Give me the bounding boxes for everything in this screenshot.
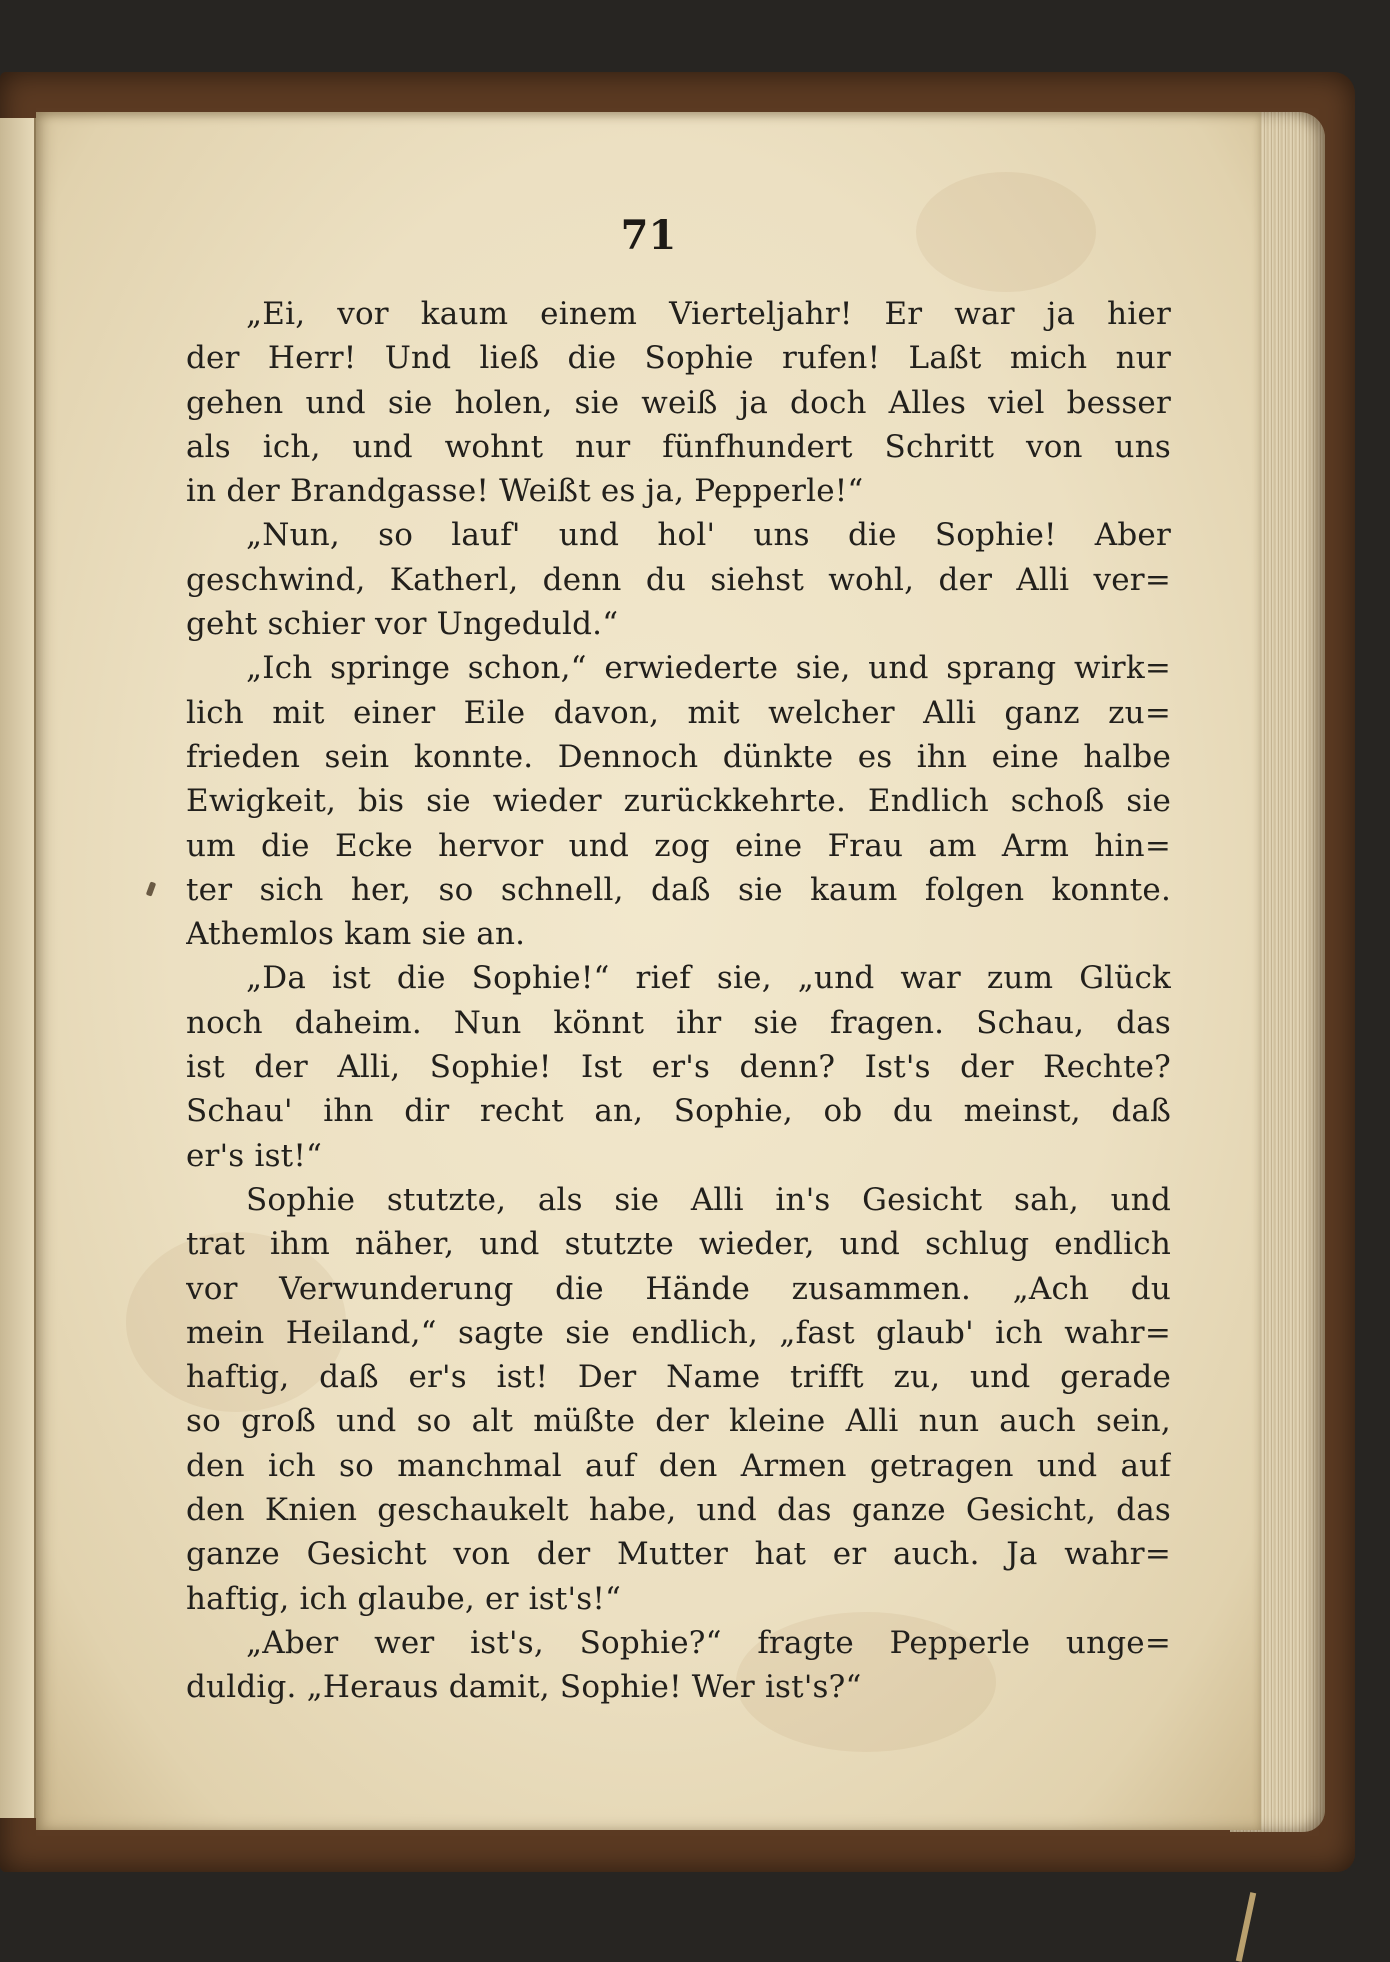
bookmark-thread [1236,1892,1256,1962]
text-line: den Knien geschaukelt habe, und das ganze Gesicht, das [186,1492,1171,1529]
page-text [186,292,1171,1710]
text-line: „Ich springe schon,“ erwiederte sie, und sprang wirk= [246,650,1171,687]
text-line: „Aber wer ist's, Sophie?“ fragte Pepperle unge= [246,1624,1171,1661]
text-line: ter sich her, so schnell, daß sie kaum folgen konnte. [186,871,1171,908]
text-line: in der Brandgasse! Weißt es ja, Pepperle!“ [186,473,864,510]
text-line: vor Verwunderung die Hände zusammen. „Ach du [186,1270,1171,1307]
page-number: 71 [620,212,677,259]
text-line: duldig. „Heraus damit, Sophie! Wer ist's?“ [186,1669,862,1706]
text-line: ganze Gesicht von der Mutter hat er auch. Ja wahr= [186,1536,1171,1573]
text-line: er's ist!“ [186,1137,323,1174]
text-line: Schau' ihn dir recht an, Sophie, ob du meinst, daß [186,1093,1171,1130]
text-line: noch daheim. Nun könnt ihr sie fragen. Schau, das [186,1004,1171,1041]
text-line: Sophie stutzte, als sie Alli in's Gesicht sah, und [246,1181,1171,1218]
text-line: trat ihm näher, und stutzte wieder, und schlug endlich [186,1226,1171,1263]
text-line: „Da ist die Sophie!“ rief sie, „und war zum Glück [246,960,1171,997]
text-line: ist der Alli, Sophie! Ist er's denn? Ist's der Rechte? [186,1049,1171,1086]
margin-mark [146,881,156,896]
text-line: haftig, ich glaube, er ist's!“ [186,1580,622,1617]
text-line: den ich so manchmal auf den Armen getragen und auf [186,1447,1171,1484]
text-line: gehen und sie holen, sie weiß ja doch Alles viel besser [186,384,1171,421]
text-line: der Herr! Und ließ die Sophie rufen! Laßt mich nur [186,340,1171,377]
text-line: Ewigkeit, bis sie wieder zurückkehrte. Endlich schoß sie [186,783,1171,820]
text-line: um die Ecke hervor und zog eine Frau am Arm hin= [186,827,1171,864]
text-line: geht schier vor Ungeduld.“ [186,606,619,643]
text-line: „Ei, vor kaum einem Vierteljahr! Er war ja hier [246,296,1171,332]
text-line: lich mit einer Eile davon, mit welcher Alli ganz zu= [186,694,1171,731]
text-line: „Nun, so lauf' und hol' uns die Sophie! Aber [246,517,1171,554]
book-page [36,112,1261,1830]
text-line: frieden sein konnte. Dennoch dünkte es ihn eine halbe [186,738,1171,775]
text-line: als ich, und wohnt nur fünfhundert Schritt von uns [186,428,1171,465]
text-line: mein Heiland,“ sagte sie endlich, „fast glaub' ich wahr= [186,1314,1171,1351]
text-line: geschwind, Katherl, denn du siehst wohl, der Alli ver= [186,561,1171,598]
text-line: so groß und so alt müßte der kleine Alli nun auch sein, [186,1403,1171,1440]
text-line: Athemlos kam sie an. [186,916,526,953]
text-line: haftig, daß er's ist! Der Name trifft zu, und gerade [186,1359,1171,1396]
previous-page-edge [0,118,36,1818]
